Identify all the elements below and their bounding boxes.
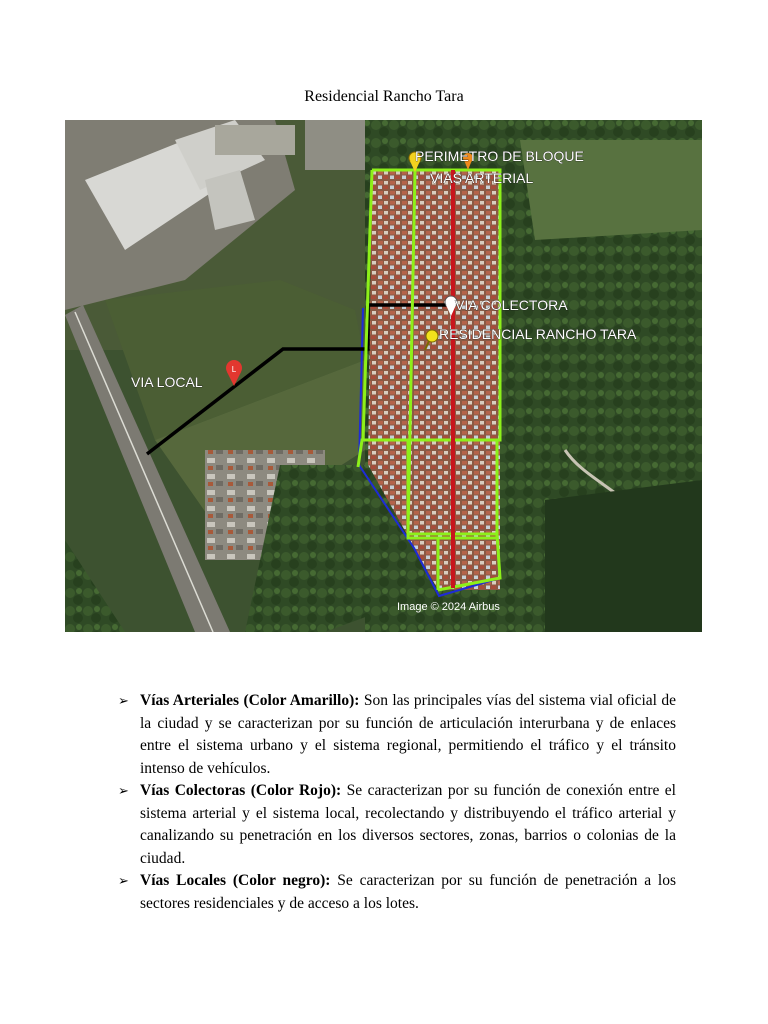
list-item: [118, 690, 676, 780]
image-credit: Image © 2024 Airbus: [397, 601, 500, 613]
satellite-map: [65, 120, 702, 632]
list-item: [118, 780, 676, 870]
bullet-text: Se caracterizan por su función de penetración a los sectores residenciales y de acceso a los lotes.: [140, 872, 676, 912]
bullet-term: Vías Colectoras (Color Rojo):: [140, 782, 342, 799]
bullet-term: Vías Arteriales (Color Amarillo):: [140, 692, 360, 709]
label-local: VIA LOCAL: [131, 374, 203, 390]
bullet-term: Vías Locales (Color negro):: [140, 872, 331, 889]
label-residencial: RESIDENCIAL RANCHO TARA: [439, 326, 637, 342]
bullet-text: Son las principales vías del sistema vial oficial de la ciudad y se caracterizan por su función de articulación interurbana y de enlaces entre el sistema urbano y el sistema regional, permitiendo el tráfico y el tránsito intenso de vehículos.: [140, 692, 676, 777]
label-perimetro: PERIMETRO DE BLOQUE: [415, 148, 584, 164]
svg-text:L: L: [231, 365, 237, 374]
arrow-bullet-icon: ➢: [118, 783, 129, 798]
label-colectora: VIA COLECTORA: [455, 297, 568, 313]
label-arterial: VIAS ARTERIAL: [430, 170, 534, 186]
list-item: [118, 870, 676, 915]
arrow-bullet-icon: ➢: [118, 873, 129, 888]
page-title: Residencial Rancho Tara: [304, 88, 464, 105]
road-type-list: [118, 690, 676, 915]
bullet-text: Se caracterizan por su función de conexión entre el sistema arterial y el sistema local, recolectando y distribuyendo el tráfico arterial y canalizando su penetración en los diversos sectores, zonas, barrios o colonias de la ciudad.: [140, 782, 676, 867]
arrow-bullet-icon: ➢: [118, 693, 129, 708]
